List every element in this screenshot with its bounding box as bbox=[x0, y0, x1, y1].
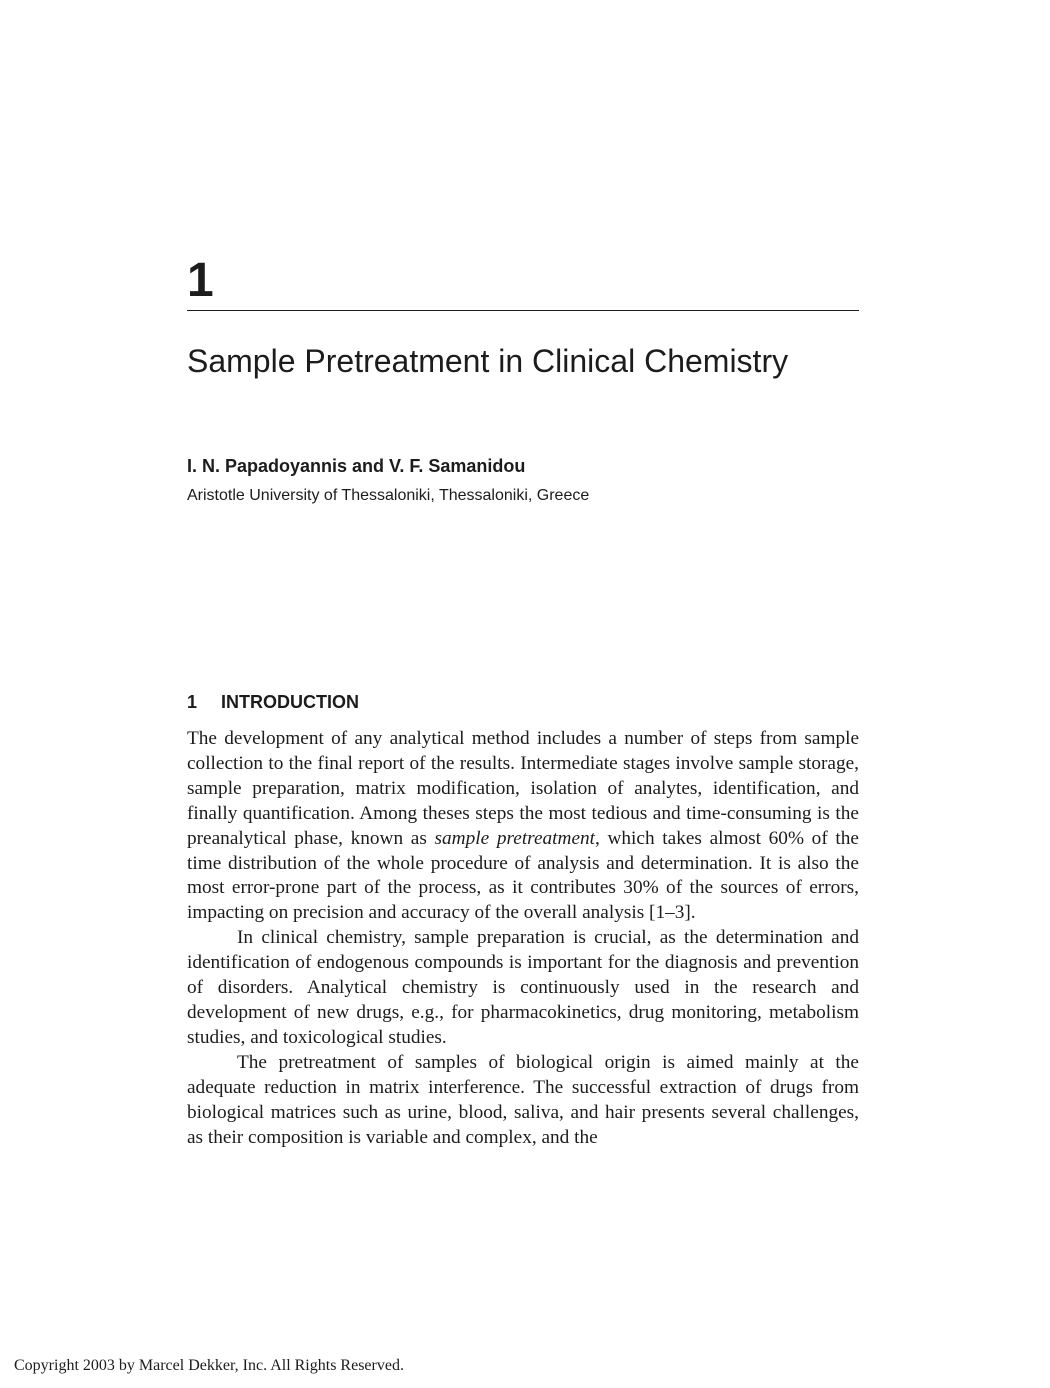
paragraph-1-text-a: The development of any analytical method includes a number of steps from sample collection to the final report of the results. Intermediate stages involve sample storage, sample preparation, matrix modification, isolation of analytes, identification, and finally quantification. Among theses steps the most tedious and time-consuming is the preanalytical phase, known as bbox=[187, 728, 859, 849]
section-title: INTRODUCTION bbox=[221, 692, 359, 712]
paragraph-1 bbox=[187, 727, 859, 926]
section-number: 1 bbox=[187, 692, 198, 712]
paragraph-2: In clinical chemistry, sample preparation is crucial, as the determination and identification of endogenous compounds is important for the diagnosis and prevention of disorders. Analytical chemistry is continuously used in the research and development of new drugs, e.g., for pharmacokinetics, drug monitoring, metabolism studies, and toxicological studies. bbox=[187, 927, 859, 1048]
affiliation: Aristotle University of Thessaloniki, Thessaloniki, Greece bbox=[187, 487, 590, 504]
authors: I. N. Papadoyannis and V. F. Samanidou bbox=[187, 456, 526, 476]
paragraph-3: The pretreatment of samples of biological origin is aimed mainly at the adequate reduction in matrix interference. The successful extraction of drugs from biological matrices such as urine, blood, saliva, and hair presents several challenges, as their composition is variable and complex, and the bbox=[187, 1051, 859, 1148]
chapter-title: Sample Pretreatment in Clinical Chemistry bbox=[187, 343, 789, 379]
body-text bbox=[187, 727, 859, 1150]
paragraph-1-text-b: , which takes almost 60% of the time distribution of the whole procedure of analysis and determination. It is also the most error-prone part of the process, as it contributes 30% of the sources of errors, impacting on precision and accuracy of the overall analysis [1–3]. bbox=[187, 827, 859, 924]
chapter-divider bbox=[187, 310, 859, 311]
chapter-number: 1 bbox=[187, 254, 214, 307]
section-heading bbox=[187, 690, 359, 714]
paragraph-1-emphasis: sample pretreatment bbox=[434, 827, 595, 849]
copyright-notice: Copyright 2003 by Marcel Dekker, Inc. All Rights Reserved. bbox=[14, 1357, 404, 1374]
